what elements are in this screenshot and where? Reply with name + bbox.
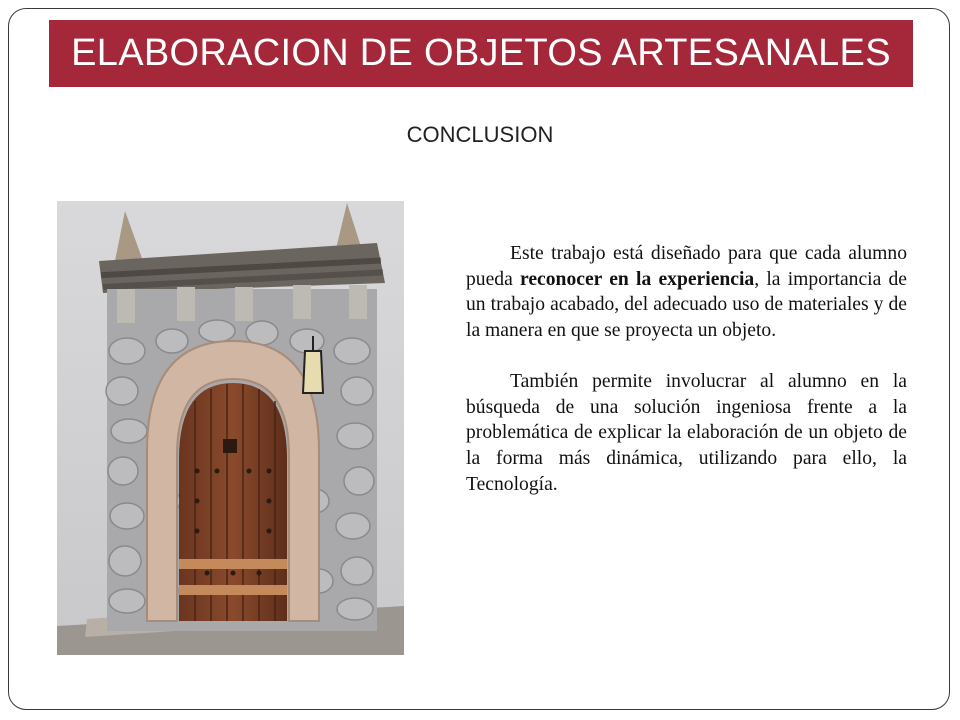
paragraph-1-start: Este trabajo está diseñado para que cada alumno pueda bbox=[466, 243, 907, 290]
stone-door-photo bbox=[57, 201, 404, 655]
slide-title: ELABORACION DE OBJETOS ARTESANALES bbox=[71, 32, 891, 74]
slide-subtitle: CONCLUSION bbox=[406, 122, 554, 147]
paragraph-2: También permite involucrar al alumno en la búsqueda de una solución ingeniosa frente a la problemática de explicar la elaboración de un objeto de la forma más dinámica, utilizando para ello, la Tecnología. bbox=[466, 370, 907, 495]
conclusion-text bbox=[466, 241, 907, 497]
paragraph-1-emphasis: reconocer en la experiencia bbox=[520, 268, 755, 290]
paragraph-1 bbox=[466, 241, 907, 344]
paragraph-1-end: , la importancia de un trabajo acabado, del adecuado uso de materiales y de la manera en que se proyecta un objeto. bbox=[466, 268, 907, 342]
title-bar bbox=[49, 20, 913, 87]
